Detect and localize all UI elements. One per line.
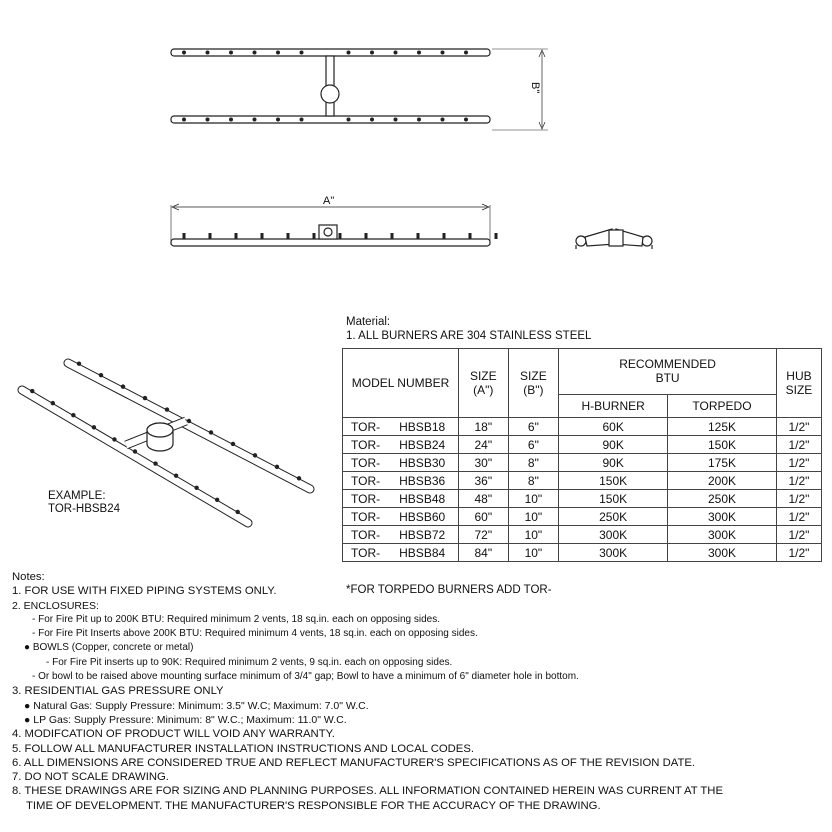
size-b: 10" xyxy=(508,526,559,544)
model-prefix: TOR- xyxy=(343,472,392,490)
size-b: 10" xyxy=(508,544,559,562)
h-burner-btu: 300K xyxy=(559,544,668,562)
size-b: 6" xyxy=(508,436,559,454)
torpedo-btu: 300K xyxy=(668,508,777,526)
table-row xyxy=(343,454,822,472)
table-row xyxy=(343,490,822,508)
model-number: HBSB60 xyxy=(391,508,458,526)
note-8-continued: TIME OF DEVELOPMENT. THE MANUFACTURER'S RESPONSIBLE FOR THE ACCURACY OF THE DRAWING. xyxy=(26,799,601,812)
h-burner-btu: 150K xyxy=(559,472,668,490)
hub-size: 1/2" xyxy=(776,526,821,544)
hub-size: 1/2" xyxy=(776,454,821,472)
size-a: 48" xyxy=(459,490,508,508)
note-2: 2. ENCLOSURES: xyxy=(12,599,99,612)
spec-table xyxy=(342,348,822,562)
note-2e: - Or bowl to be raised above mounting surface minimum of 3/4" gap; Bowl to have a minimum of 6" diameter hole in bottom. xyxy=(32,671,579,683)
note-7: 7. DO NOT SCALE DRAWING. xyxy=(12,771,169,784)
model-prefix: TOR- xyxy=(343,526,392,544)
example-heading: EXAMPLE: xyxy=(48,490,106,502)
model-number: HBSB84 xyxy=(391,544,458,562)
table-row xyxy=(343,526,822,544)
example-model: TOR-HBSB24 xyxy=(48,503,121,515)
torpedo-btu: 150K xyxy=(668,436,777,454)
material-heading: Material: xyxy=(346,316,391,328)
model-prefix: TOR- xyxy=(343,544,392,562)
model-number: HBSB36 xyxy=(391,472,458,490)
h-burner-btu: 300K xyxy=(559,526,668,544)
material-block xyxy=(346,316,591,343)
size-a: 84" xyxy=(459,544,508,562)
material-line: 1. ALL BURNERS ARE 304 STAINLESS STEEL xyxy=(346,329,592,342)
table-row xyxy=(343,544,822,562)
example-label xyxy=(48,490,120,516)
torpedo-btu: 300K xyxy=(668,526,777,544)
note-5: 5. FOLLOW ALL MANUFACTURER INSTALLATION INSTRUCTIONS AND LOCAL CODES. xyxy=(12,742,475,755)
end-view-drawing xyxy=(576,229,652,249)
h-burner-btu: 60K xyxy=(559,418,668,436)
note-2d: - For Fire Pit inserts up to 90K: Required minimum 2 vents, 9 sq.in. each on opposing sides. xyxy=(46,656,453,668)
size-a: 30" xyxy=(459,454,508,472)
size-a: 36" xyxy=(459,472,508,490)
model-number: HBSB30 xyxy=(391,454,458,472)
table-row xyxy=(343,472,822,490)
side-view-drawing xyxy=(171,204,498,246)
dimension-a-label: A" xyxy=(323,195,335,207)
note-2a: - For Fire Pit up to 200K BTU: Required minimum 2 vents, 18 sq.in. each on opposing sides. xyxy=(32,613,440,625)
size-b: 10" xyxy=(508,508,559,526)
hub-size: 1/2" xyxy=(776,472,821,490)
dimension-b-label: B" xyxy=(529,82,541,94)
note-4: 4. MODIFCATION OF PRODUCT WILL VOID ANY WARRANTY. xyxy=(12,728,335,741)
header-recommended-btu: RECOMMENDED BTU xyxy=(559,349,777,395)
torpedo-btu: 125K xyxy=(668,418,777,436)
model-prefix: TOR- xyxy=(343,508,392,526)
note-3: 3. RESIDENTIAL GAS PRESSURE ONLY xyxy=(12,685,224,698)
header-size-a: SIZE (A") xyxy=(459,349,508,418)
header-torpedo: TORPEDO xyxy=(668,394,777,417)
note-1: 1. FOR USE WITH FIXED PIPING SYSTEMS ONLY. xyxy=(12,585,277,598)
h-burner-btu: 90K xyxy=(559,454,668,472)
hub-size: 1/2" xyxy=(776,508,821,526)
table-row xyxy=(343,418,822,436)
model-number: HBSB48 xyxy=(391,490,458,508)
size-a: 24" xyxy=(459,436,508,454)
note-3a: ● Natural Gas: Supply Pressure: Minimum: 3.5" W.C; Maximum: 7.0" W.C. xyxy=(24,699,369,712)
header-hub-size: HUB SIZE xyxy=(776,349,821,418)
h-burner-btu: 250K xyxy=(559,508,668,526)
size-b: 8" xyxy=(508,454,559,472)
torpedo-btu: 300K xyxy=(668,544,777,562)
model-number: HBSB24 xyxy=(391,436,458,454)
header-h-burner: H-BURNER xyxy=(559,394,668,417)
size-a: 60" xyxy=(459,508,508,526)
model-prefix: TOR- xyxy=(343,436,392,454)
size-b: 6" xyxy=(508,418,559,436)
model-prefix: TOR- xyxy=(343,418,392,436)
model-prefix: TOR- xyxy=(343,490,392,508)
h-burner-btu: 150K xyxy=(559,490,668,508)
note-8: 8. THESE DRAWINGS ARE FOR SIZING AND PLANNING PURPOSES. ALL INFORMATION CONTAINED HEREIN WAS CURRENT AT THE xyxy=(12,785,723,798)
hub-size: 1/2" xyxy=(776,490,821,508)
model-number: HBSB72 xyxy=(391,526,458,544)
table-row xyxy=(343,436,822,454)
torpedo-btu: 250K xyxy=(668,490,777,508)
notes-block xyxy=(12,570,822,813)
header-size-b: SIZE (B") xyxy=(508,349,559,418)
header-model-number: MODEL NUMBER xyxy=(343,349,459,418)
hub-size: 1/2" xyxy=(776,544,821,562)
size-b: 10" xyxy=(508,490,559,508)
notes-heading: Notes: xyxy=(12,571,45,583)
torpedo-btu: 200K xyxy=(668,472,777,490)
table-row xyxy=(343,508,822,526)
top-view-drawing xyxy=(171,49,548,130)
size-b: 8" xyxy=(508,472,559,490)
torpedo-btu: 175K xyxy=(668,454,777,472)
hub-size: 1/2" xyxy=(776,436,821,454)
model-number: HBSB18 xyxy=(391,418,458,436)
table-footnote: *FOR TORPEDO BURNERS ADD TOR- xyxy=(346,584,552,596)
note-3b: ● LP Gas: Supply Pressure: Minimum: 8" W.C.; Maximum: 11.0" W.C. xyxy=(24,713,347,726)
h-burner-btu: 90K xyxy=(559,436,668,454)
note-6: 6. ALL DIMENSIONS ARE CONSIDERED TRUE AND REFLECT MANUFACTURER'S SPECIFICATIONS AS OF THE REVISION DATE. xyxy=(12,756,696,769)
size-a: 72" xyxy=(459,526,508,544)
size-a: 18" xyxy=(459,418,508,436)
note-2c: ● BOWLS (Copper, concrete or metal) xyxy=(24,642,194,654)
note-2b: - For Fire Pit Inserts above 200K BTU: Required minimum 4 vents, 18 sq.in. each on opposing sides. xyxy=(32,628,478,640)
hub-size: 1/2" xyxy=(776,418,821,436)
model-prefix: TOR- xyxy=(343,454,392,472)
